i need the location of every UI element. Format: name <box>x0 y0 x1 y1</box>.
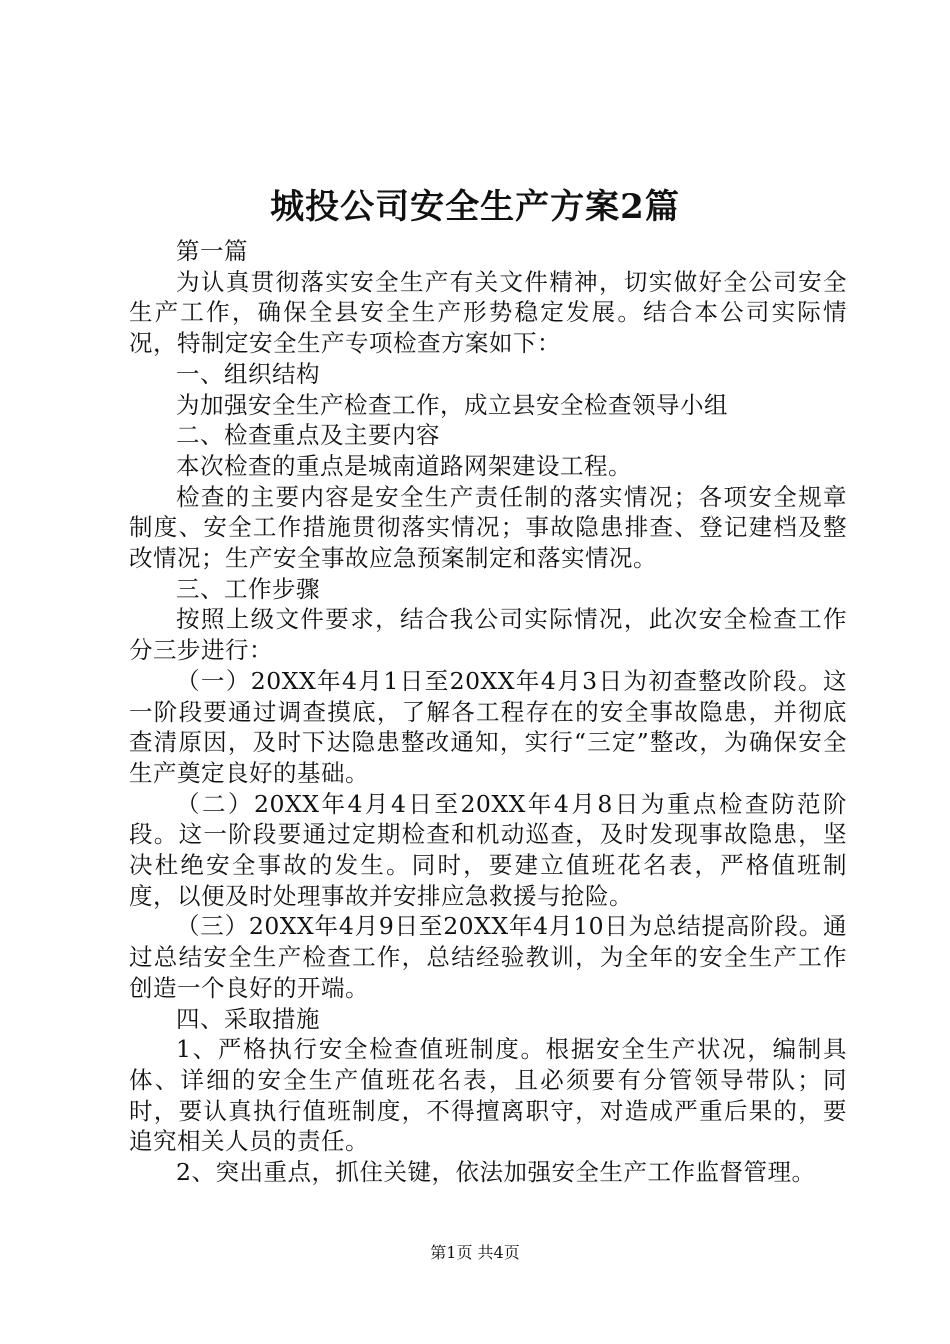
section-heading: 三、工作步骤 <box>176 574 320 603</box>
paragraph: 检查的主要内容是安全生产责任制的落实情况；各项安全规章制度、安全工作措施贯彻落实情况；事故隐患排查、登记建档及整改情况；生产安全事故应急预案制定和落实情况。 <box>129 482 847 573</box>
paragraph: 2、突出重点，抓住关键，依法加强安全生产工作监督管理。 <box>176 1158 816 1187</box>
document-title: 城投公司安全生产方案2篇 <box>270 187 680 227</box>
section-heading: 一、组织结构 <box>176 359 320 388</box>
paragraph: 为加强安全生产检查工作，成立县安全检查领导小组 <box>176 390 728 419</box>
paragraph: 1、严格执行安全检查值班制度。根据安全生产状况，编制具体、详细的安全生产值班花名表，且必须要有分管领导带队；同时，要认真执行值班制度，不得擅离职守，对造成严重后果的，要追究相关人员的责任。 <box>129 1035 847 1156</box>
paragraph: （三）20XX年4月9日至20XX年4月10日为总结提高阶段。通过总结安全生产检查工作，总结经验教训，为全年的安全生产工作创造一个良好的开端。 <box>129 912 847 1002</box>
document-body <box>129 236 847 1188</box>
paragraph: 为认真贯彻落实安全生产有关文件精神，切实做好全公司安全生产工作，确保全县安全生产形势稳定发展。结合本公司实际情况，特制定安全生产专项检查方案如下： <box>129 267 847 358</box>
page-footer: 第1页 共4页 <box>430 1243 520 1262</box>
paragraph: （一）20XX年4月1日至20XX年4月3日为初查整改阶段。这一阶段要通过调查摸底，了解各工程存在的安全事故隐患，并彻底查清原因，及时下达隐患整改通知，实行“三定”整改，为确保安全生产奠定良好的基础。 <box>129 666 847 787</box>
paragraph: 本次检查的重点是城南道路网架建设工程。 <box>176 451 632 480</box>
paragraph: 按照上级文件要求，结合我公司实际情况，此次安全检查工作分三步进行： <box>129 605 847 665</box>
paragraph: （二）20XX年4月4日至20XX年4月8日为重点检查防范阶段。这一阶段要通过定期检查和机动巡查，及时发现事故隐患，坚决杜绝安全事故的发生。同时，要建立值班花名表，严格值班制度，以便及时处理事故并安排应急救援与抢险。 <box>129 789 847 910</box>
section-heading: 四、采取措施 <box>176 1004 320 1033</box>
section-label: 第一篇 <box>176 237 248 265</box>
section-heading: 二、检查重点及主要内容 <box>176 421 440 450</box>
